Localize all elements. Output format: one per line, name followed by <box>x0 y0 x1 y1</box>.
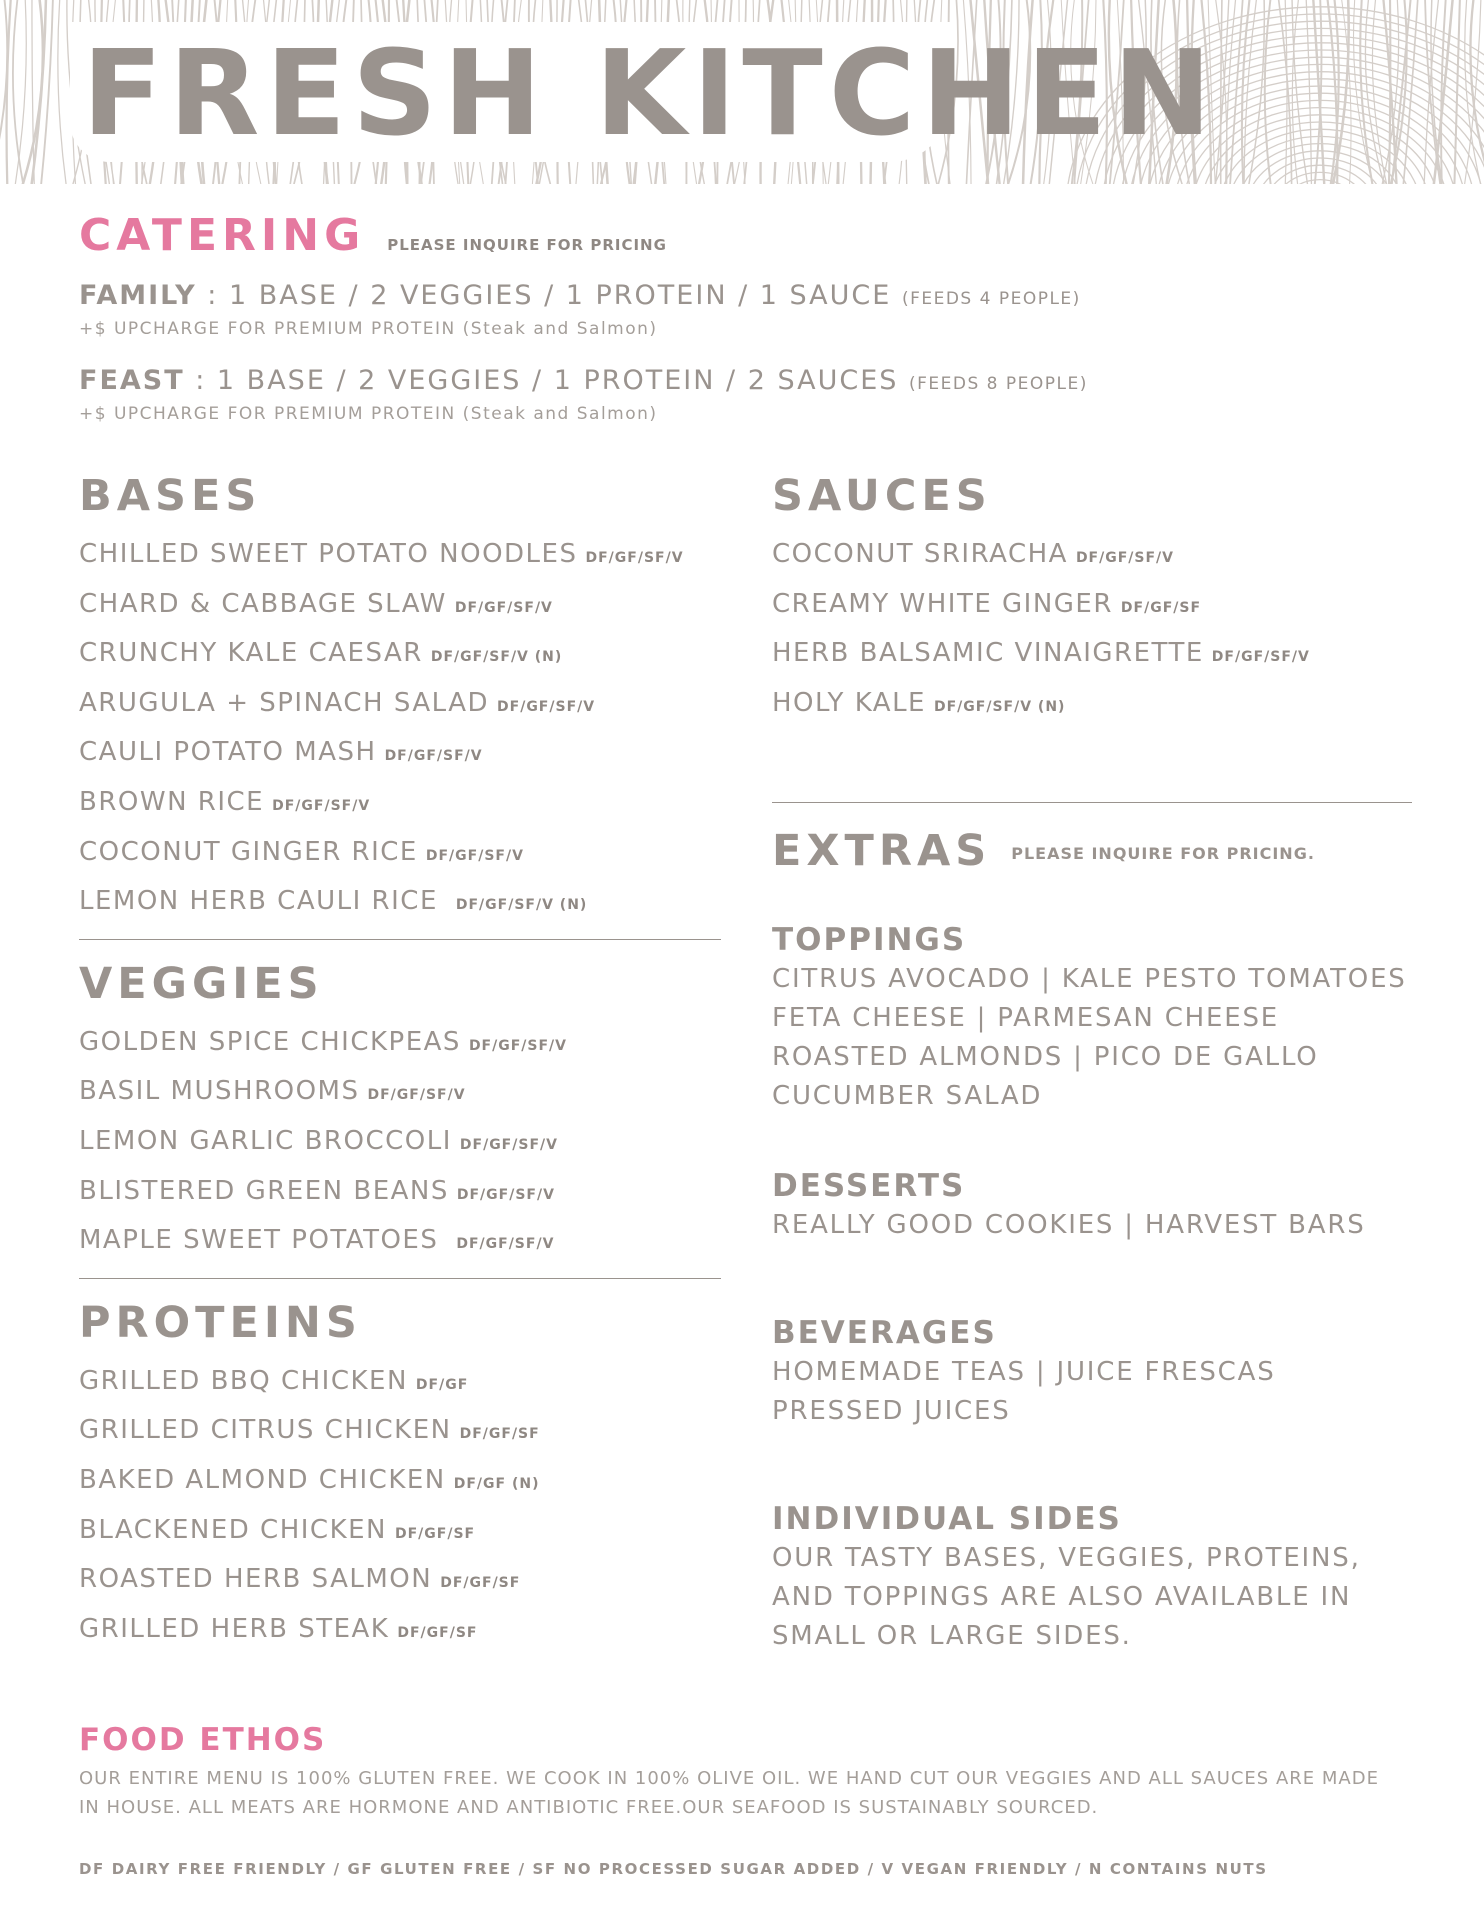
menu-item: GRILLED BBQ CHICKEN DF/GF <box>79 1365 469 1396</box>
food-ethos-line: IN HOUSE. ALL MEATS ARE HORMONE AND ANTIBIOTIC FREE.OUR SEAFOOD IS SUSTAINABLY SOURCED. <box>79 1797 1099 1818</box>
desserts-group <box>772 1166 1432 1245</box>
extras-section <box>772 825 1432 1656</box>
diet-tag: DF/GF (N) <box>453 1475 540 1492</box>
sauces-title: SAUCES <box>772 471 992 521</box>
family-package-desc: 1 BASE / 2 VEGGIES / 1 PROTEIN / 1 SAUCE <box>228 280 892 311</box>
catering-title: CATERING <box>79 210 366 261</box>
menu-item: CREAMY WHITE GINGER DF/GF/SF <box>772 588 1202 619</box>
diet-tag: DF/GF/SF/V (N) <box>934 698 1066 715</box>
bases-title: BASES <box>79 471 262 521</box>
diet-tag: DF/GF/SF/V <box>1075 550 1174 566</box>
pattern-arc <box>1282 180 1358 184</box>
individual-sides-title: INDIVIDUAL SIDES <box>772 1500 1122 1537</box>
desserts-title: DESSERTS <box>772 1167 966 1204</box>
family-upcharge-note: +$ UPCHARGE FOR PREMIUM PROTEIN (Steak and Salmon) <box>79 319 658 339</box>
diet-tag: DF/GF/SF <box>395 1525 476 1542</box>
menu-item: BLISTERED GREEN BEANS DF/GF/SF/V <box>79 1175 555 1206</box>
bases-list <box>79 534 724 931</box>
menu-item: COCONUT SRIRACHA DF/GF/SF/V <box>772 539 1174 569</box>
right-column <box>772 470 1432 1656</box>
catering-section <box>79 210 1409 424</box>
beverages-group <box>772 1313 1432 1431</box>
veggies-section <box>79 958 724 1270</box>
diet-tag: DF/GF/SF/V (N) <box>455 897 588 914</box>
toppings-title: TOPPINGS <box>772 921 967 958</box>
menu-item: BASIL MUSHROOMS DF/GF/SF/V <box>79 1076 466 1107</box>
diet-tag: DF/GF/SF <box>1120 599 1202 616</box>
sauces-section <box>772 470 1432 732</box>
menu-item: GRILLED CITRUS CHICKEN DF/GF/SF <box>79 1415 540 1446</box>
menu-item: COCONUT GINGER RICE DF/GF/SF/V <box>79 836 524 867</box>
feast-package: FEAST : 1 BASE / 2 VEGGIES / 1 PROTEIN / 2 SAUCES (FEEDS 8 PEOPLE) <box>79 365 1088 396</box>
family-package-name: FAMILY <box>79 280 197 311</box>
individual-sides-group <box>772 1499 1432 1656</box>
pattern-stroke <box>1306 0 1311 184</box>
feast-package-desc: 1 BASE / 2 VEGGIES / 1 PROTEIN / 2 SAUCES <box>216 365 899 396</box>
proteins-title: PROTEINS <box>79 1297 362 1348</box>
menu-item: HERB BALSAMIC VINAIGRETTE DF/GF/SF/V <box>772 638 1310 669</box>
toppings-line: FETA CHEESE | PARMESAN CHEESE <box>772 1002 1279 1033</box>
diet-tag: DF/GF/SF/V <box>456 1186 555 1203</box>
toppings-line: CUCUMBER SALAD <box>772 1080 1043 1111</box>
toppings-group <box>772 920 1432 1116</box>
food-ethos-text <box>79 1764 1419 1822</box>
section-divider <box>772 802 1412 803</box>
diet-tag: DF/GF/SF/V <box>497 698 596 715</box>
desserts-line: REALLY GOOD COOKIES | HARVEST BARS <box>772 1209 1366 1240</box>
menu-item: CRUNCHY KALE CAESAR DF/GF/SF/V (N) <box>79 638 563 669</box>
diet-tag: DF/GF/SF/V <box>459 1136 558 1153</box>
extras-pricing-note: PLEASE INQUIRE FOR PRICING. <box>1011 843 1315 863</box>
menu-item: CHARD & CABBAGE SLAW DF/GF/SF/V <box>79 588 553 619</box>
diet-tag: DF/GF/SF <box>459 1426 540 1443</box>
pattern-stroke <box>1313 0 1325 184</box>
diet-tag: DF/GF/SF <box>397 1624 478 1641</box>
menu-item: GOLDEN SPICE CHICKPEAS DF/GF/SF/V <box>79 1026 567 1057</box>
beverages-line: HOMEMADE TEAS | JUICE FRESCAS <box>772 1356 1276 1387</box>
beverages-line: PRESSED JUICES <box>772 1395 1011 1426</box>
diet-tag: DF/GF/SF/V <box>367 1087 466 1104</box>
pattern-stroke <box>14 0 26 184</box>
diet-tag: DF/GF/SF/V <box>384 748 483 765</box>
pattern-stroke <box>1327 0 1337 184</box>
menu-item: ARUGULA + SPINACH SALAD DF/GF/SF/V <box>79 687 596 718</box>
beverages-title: BEVERAGES <box>772 1314 997 1351</box>
diet-tag: DF/GF/SF/V (N) <box>430 649 563 666</box>
diet-tag: DF/GF/SF/V <box>468 1037 567 1054</box>
feast-upcharge-note: +$ UPCHARGE FOR PREMIUM PROTEIN (Steak and Salmon) <box>79 404 658 424</box>
menu-item: BLACKENED CHICKEN DF/GF/SF <box>79 1514 476 1545</box>
diet-tag: DF/GF/SF/V <box>1211 649 1310 666</box>
food-ethos-title: FOOD ETHOS <box>79 1722 327 1758</box>
diet-tag: DF/GF <box>415 1376 469 1393</box>
left-column <box>79 470 724 1658</box>
proteins-list <box>79 1361 724 1659</box>
family-package-feeds: (FEEDS 4 PEOPLE) <box>901 289 1081 309</box>
section-divider <box>79 939 721 940</box>
catering-pricing-note: PLEASE INQUIRE FOR PRICING <box>387 236 667 254</box>
feast-package-feeds: (FEEDS 8 PEOPLE) <box>909 374 1088 394</box>
food-ethos-line: OUR ENTIRE MENU IS 100% GLUTEN FREE. WE COOK IN 100% OLIVE OIL. WE HAND CUT OUR VEGGIES AND ALL SAUCES ARE MADE <box>79 1768 1379 1789</box>
veggies-title: VEGGIES <box>79 958 324 1009</box>
diet-tag: DF/GF/SF/V <box>585 550 684 566</box>
individual-sides-line: SMALL OR LARGE SIDES. <box>772 1620 1132 1651</box>
veggies-list <box>79 1022 724 1270</box>
menu-item: CAULI POTATO MASH DF/GF/SF/V <box>79 737 483 768</box>
feast-package-name: FEAST <box>79 365 185 396</box>
individual-sides-line: OUR TASTY BASES, VEGGIES, PROTEINS, <box>772 1542 1361 1573</box>
menu-item: HOLY KALE DF/GF/SF/V (N) <box>772 687 1066 718</box>
menu-item: ROASTED HERB SALMON DF/GF/SF <box>79 1564 521 1595</box>
menu-item: BROWN RICE DF/GF/SF/V <box>79 786 371 817</box>
diet-tag: DF/GF/SF/V <box>456 1236 555 1253</box>
bases-section <box>79 470 724 931</box>
food-ethos-section <box>79 1720 1419 1822</box>
sauces-list <box>772 534 1432 732</box>
section-divider <box>79 1278 721 1279</box>
diet-legend: DF DAIRY FREE FRIENDLY / GF GLUTEN FREE / SF NO PROCESSED SUGAR ADDED / V VEGAN FRIENDLY / N CONTAINS NUTS <box>79 1860 1268 1878</box>
toppings-line: CITRUS AVOCADO | KALE PESTO TOMATOES <box>772 963 1407 994</box>
menu-item: CHILLED SWEET POTATO NOODLES DF/GF/SF/V <box>79 539 684 569</box>
pattern-stroke <box>58 0 67 184</box>
menu-item: GRILLED HERB STEAK DF/GF/SF <box>79 1613 478 1644</box>
diet-tag: DF/GF/SF/V <box>272 797 371 814</box>
pattern-stroke <box>1354 0 1375 184</box>
individual-sides-line: AND TOPPINGS ARE ALSO AVAILABLE IN <box>772 1581 1352 1612</box>
extras-title: EXTRAS PLEASE INQUIRE FOR PRICING. <box>772 826 1315 877</box>
proteins-section <box>79 1297 724 1659</box>
diet-tag: DF/GF/SF <box>440 1575 521 1592</box>
logo: FRESH KITCHEN <box>82 24 1218 162</box>
menu-item: MAPLE SWEET POTATOES DF/GF/SF/V <box>79 1225 555 1256</box>
header-banner <box>0 0 1484 184</box>
family-package: FAMILY : 1 BASE / 2 VEGGIES / 1 PROTEIN / 1 SAUCE (FEEDS 4 PEOPLE) <box>79 280 1081 311</box>
pattern-stroke <box>1470 0 1484 184</box>
menu-item: LEMON GARLIC BROCCOLI DF/GF/SF/V <box>79 1125 558 1156</box>
diet-tag: DF/GF/SF/V <box>454 599 553 616</box>
diet-tag: DF/GF/SF/V <box>425 847 524 864</box>
menu-item: LEMON HERB CAULI RICE DF/GF/SF/V (N) <box>79 886 588 917</box>
toppings-line: ROASTED ALMONDS | PICO DE GALLO <box>772 1041 1319 1072</box>
menu-item: BAKED ALMOND CHICKEN DF/GF (N) <box>79 1464 540 1495</box>
